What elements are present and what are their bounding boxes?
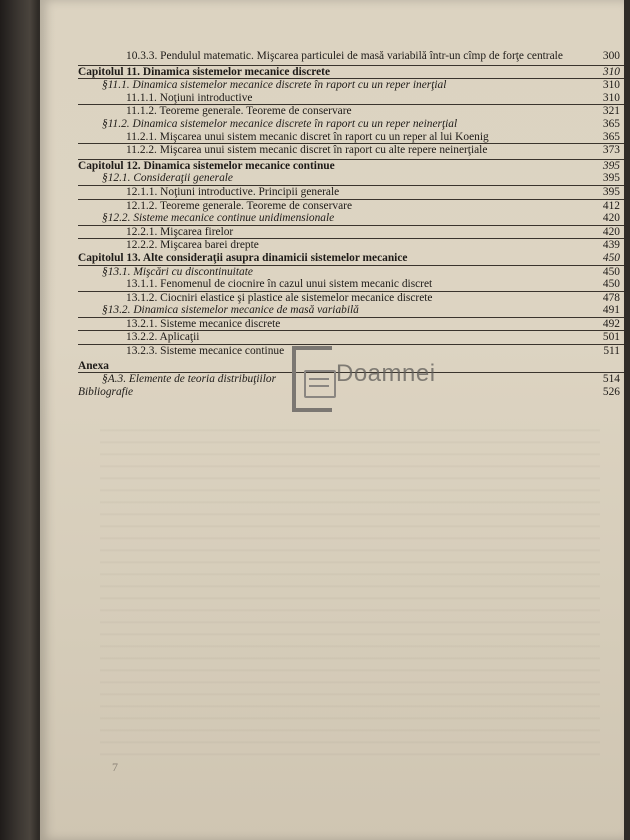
toc-entry-13-2-1: [78, 317, 624, 331]
toc-entry-page: 365: [602, 117, 620, 130]
toc-entry-page: 491: [602, 304, 620, 317]
toc-entry-title: 12.2.1. Mişcarea firelor: [126, 225, 234, 238]
toc-entry-page: 310: [602, 65, 620, 78]
toc-entry-page: 478: [602, 291, 620, 304]
toc-entry-title: Anexa: [78, 359, 110, 372]
toc-entry-title: 11.2.1. Mişcarea unui sistem mecanic discret în raport cu un reper al lui Koenig: [126, 130, 489, 143]
toc-entry-title: 11.1.2. Teoreme generale. Teoreme de conservare: [126, 105, 352, 118]
toc-entry-title: §12.2. Sisteme mecanice continue unidimensionale: [102, 212, 335, 225]
toc-entry-title: 13.1.2. Ciocniri elastice şi plastice ale sistemelor mecanice discrete: [126, 291, 433, 304]
toc-entry-title: 12.2.2. Mişcarea barei drepte: [126, 239, 259, 252]
watermark-brand: Doamnei: [336, 360, 436, 387]
toc-chapter-11: [78, 65, 624, 79]
toc-entry-12-2-1: [78, 225, 624, 239]
book-page: [40, 0, 624, 840]
toc-entry-title: §12.1. Consideraţii generale: [102, 172, 233, 185]
toc-entry-11-2-1: [78, 131, 624, 144]
toc-entry-title: 13.2.3. Sisteme mecanice continue: [126, 345, 285, 358]
toc-entry-page: 395: [602, 185, 620, 198]
toc-entry-title: 13.1.1. Fenomenul de ciocnire în cazul unui sistem mecanic discret: [126, 278, 433, 291]
toc-entry-title: §11.1. Dinamica sistemelor mecanice discrete în raport cu un reper inerţial: [102, 79, 447, 92]
toc-entry-12-1-1: [78, 185, 624, 199]
toc-entry-title: Capitolul 11. Dinamica sistemelor mecanice discrete: [78, 65, 331, 78]
toc-section-13-2: [78, 304, 624, 317]
toc-chapter-13: [78, 252, 624, 265]
toc-entry-title: 13.2.1. Sisteme mecanice discrete: [126, 317, 281, 330]
toc-entry-page: 450: [602, 251, 620, 264]
toc-entry-page: 526: [602, 385, 620, 398]
toc-entry-title: 13.2.2. Aplicaţii: [126, 331, 200, 344]
toc-entry-title: 10.3.3. Pendulul matematic. Mişcarea particulei de masă variabilă într-un cîmp de forţe centrale: [126, 50, 563, 62]
toc-entry-page: 420: [602, 212, 620, 225]
toc-entry-11-1-1: [78, 92, 624, 105]
toc-entry-13-1-1: [78, 278, 624, 291]
toc-entry-11-1-2: [78, 104, 624, 118]
toc-entry-13-1-2: [78, 291, 624, 305]
show-through-text: [100, 420, 600, 760]
toc-entry-page: 501: [602, 331, 620, 344]
toc-section-12-2: [78, 212, 624, 225]
watermark-logo: [292, 346, 436, 416]
toc-section-12-1: [78, 172, 624, 185]
toc-entry-title: Capitolul 13. Alte consideraţii asupra dinamicii sistemelor mecanice: [78, 251, 408, 264]
footer-mark: 7: [112, 760, 118, 774]
toc-entry-page: 439: [602, 239, 620, 252]
toc-entry-page: 321: [602, 105, 620, 118]
toc-entry-page: 412: [602, 199, 620, 212]
toc-entry-page: 365: [602, 130, 620, 143]
toc-entry-page: 492: [602, 317, 620, 330]
toc-entry-page: 310: [602, 79, 620, 92]
toc-entry-title: 11.2.2. Mişcarea unui sistem mecanic discret în raport cu alte repere neinerţiale: [126, 144, 488, 157]
toc-entry-title: 12.1.2. Teoreme generale. Teoreme de conservare: [126, 199, 353, 212]
toc-entry-title: §11.2. Dinamica sistemelor mecanice discrete în raport cu un reper neinerţial: [102, 117, 458, 130]
toc-chapter-12: [78, 159, 624, 173]
toc-entry-title: Bibliografie: [78, 385, 134, 398]
toc-entry-title: 12.1.1. Noţiuni introductive. Principii generale: [126, 185, 340, 198]
toc-entry-title: 11.1.1. Noţiuni introductive: [126, 91, 253, 104]
toc-entry-title: §A.3. Elemente de teoria distribuţiilor: [102, 373, 277, 386]
toc-entry-page: 395: [602, 159, 620, 172]
toc-entry-page: 300: [602, 50, 620, 62]
books-icon: [304, 370, 336, 398]
toc-entry-page: 511: [603, 345, 620, 358]
toc-entry-12-1-2: [78, 199, 624, 213]
toc-entry-title: Capitolul 12. Dinamica sistemelor mecanice continue: [78, 159, 335, 172]
toc-entry-13-2-2: [78, 330, 624, 344]
toc-entry-page: 514: [602, 373, 620, 386]
toc-section-13-1: [78, 265, 624, 279]
toc-entry-12-2-2: [78, 238, 624, 252]
toc-entry-title: §13.1. Mişcări cu discontinuitate: [102, 265, 253, 278]
toc-section-11-2: [78, 118, 624, 131]
toc-entry-page: 395: [602, 172, 620, 185]
toc-entry-title: §13.2. Dinamica sistemelor mecanice de masă variabilă: [102, 304, 359, 317]
toc-section-11-1: [78, 78, 624, 92]
toc-entry-page: 420: [602, 225, 620, 238]
toc-entry-10-3-3: [78, 50, 624, 63]
toc-entry-page: 373: [602, 144, 620, 157]
toc-entry-page: 450: [602, 265, 620, 278]
toc-entry-page: 450: [602, 278, 620, 291]
toc-entry-11-2-2: [78, 143, 624, 157]
toc-entry-page: 310: [602, 91, 620, 104]
